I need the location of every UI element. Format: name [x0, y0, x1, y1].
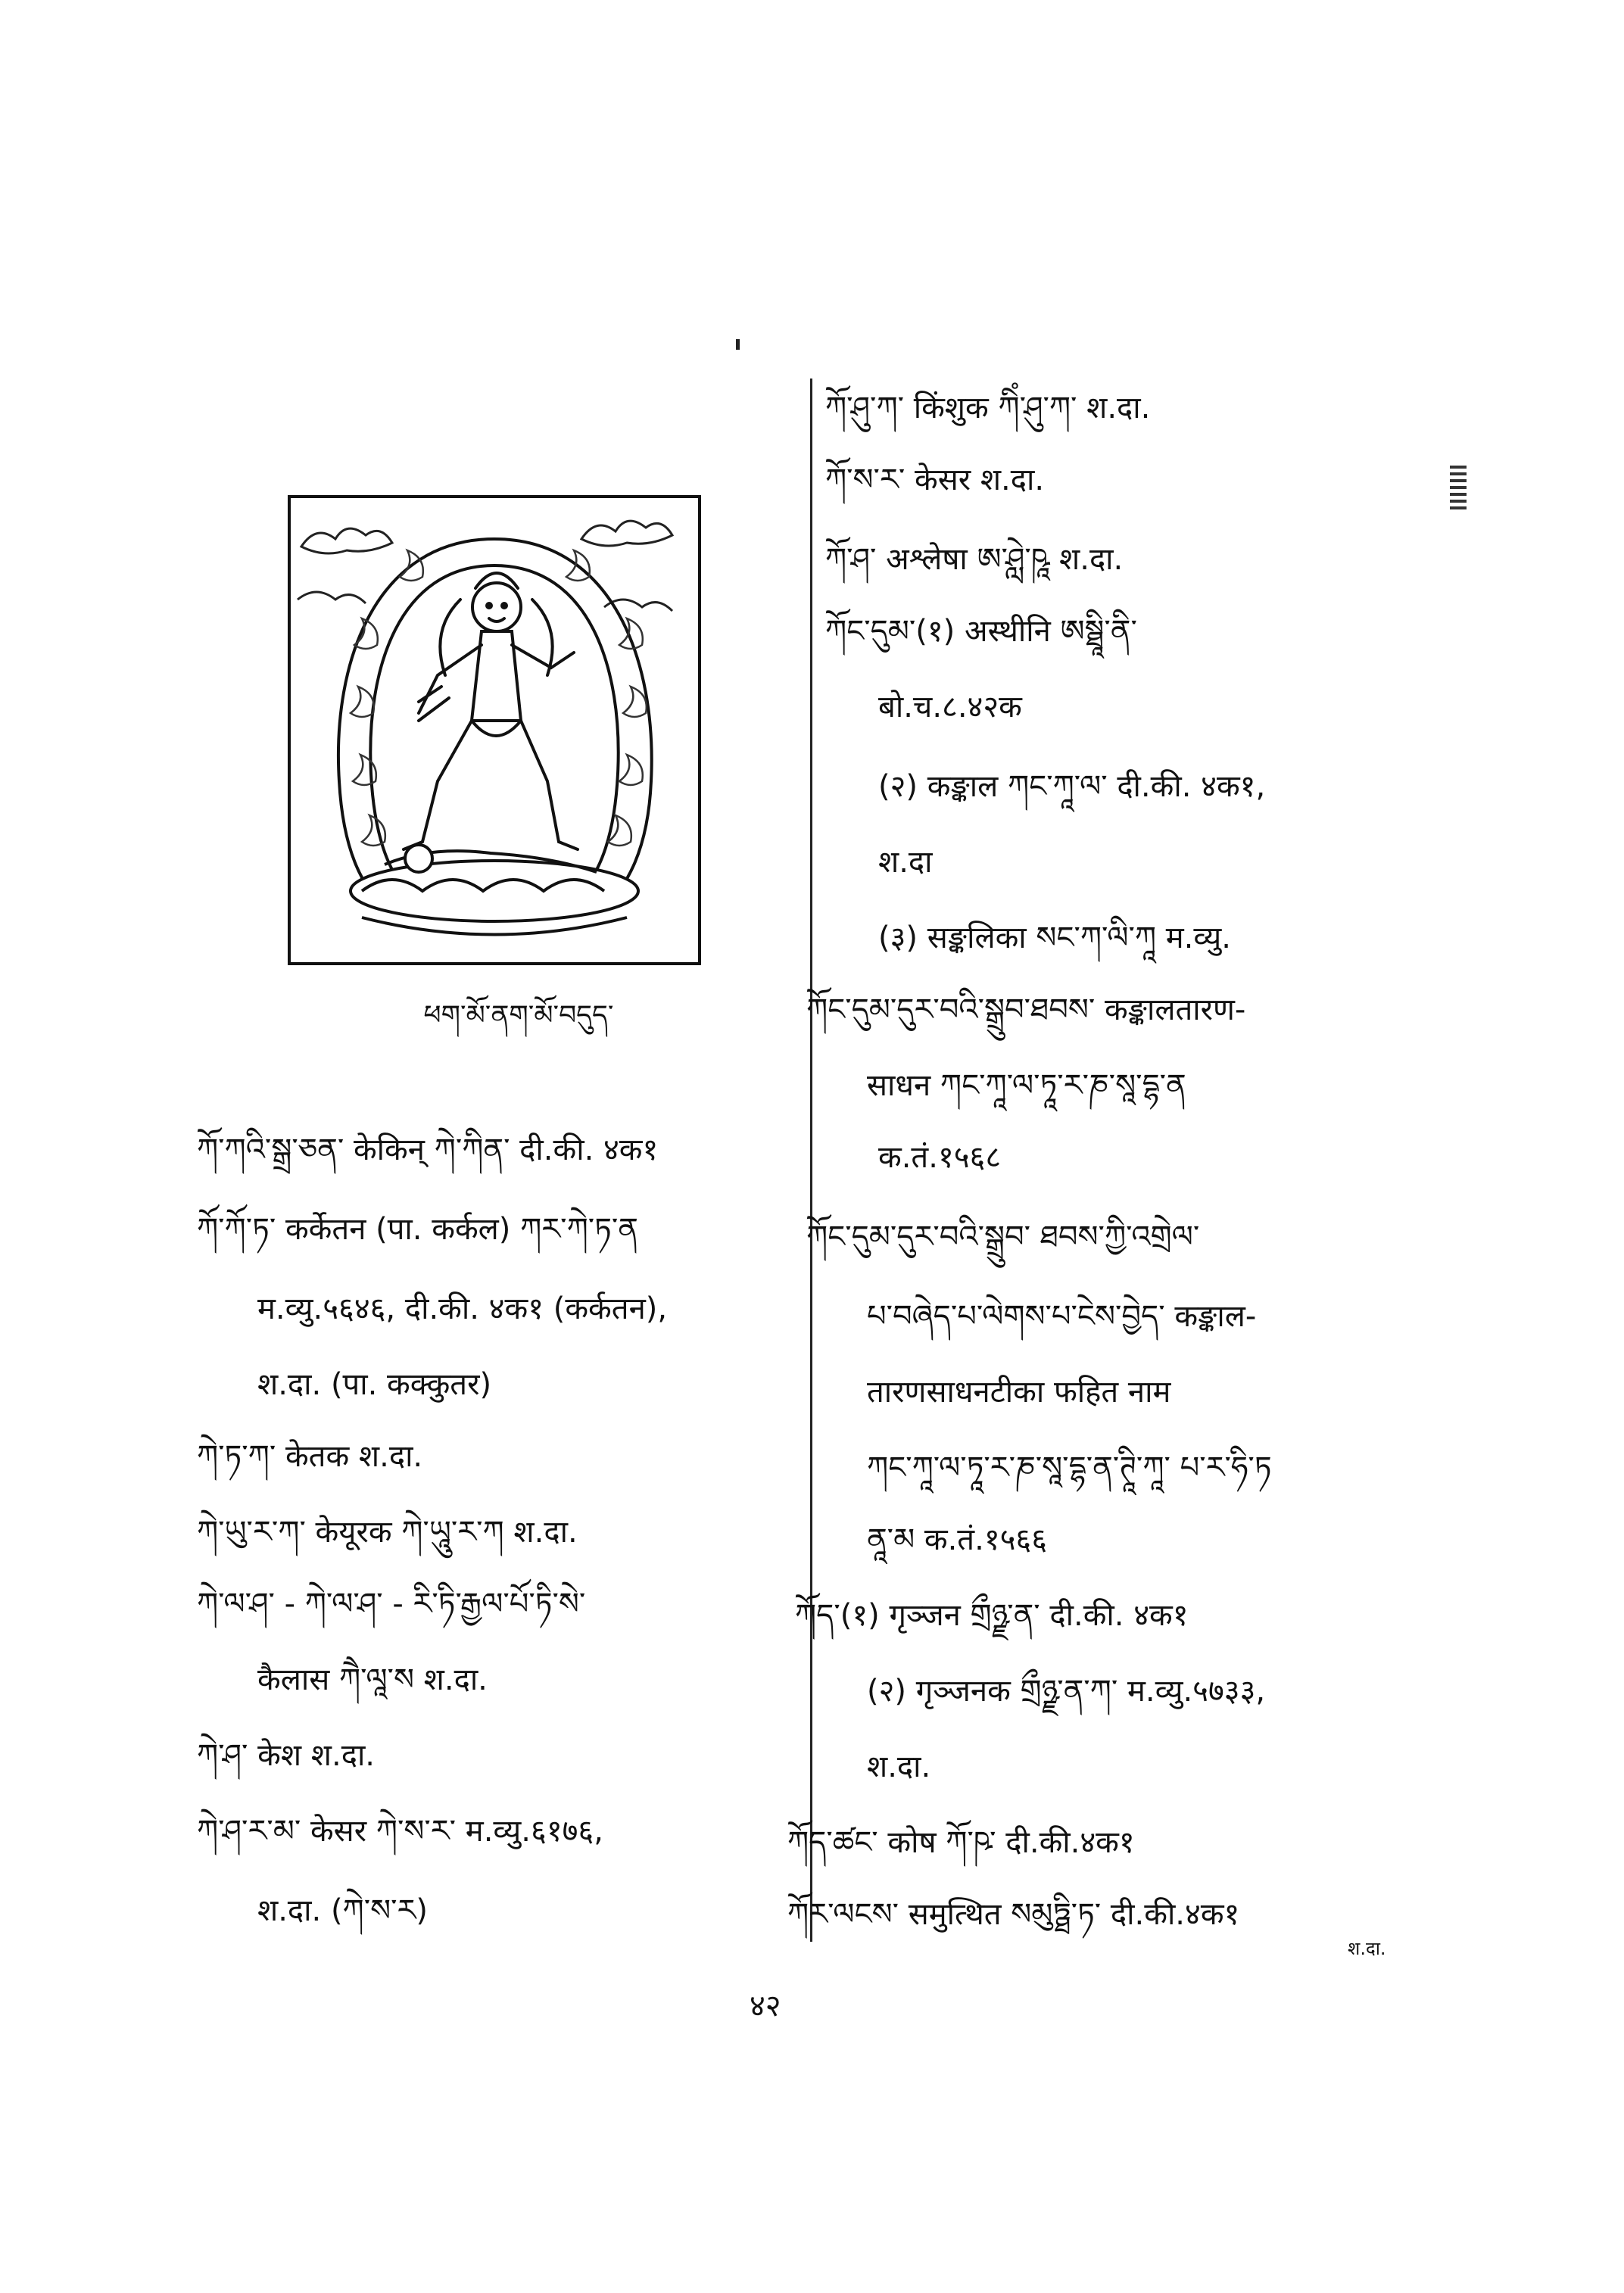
illustration-caption: ཕག་མོ་ནག་མོ་བདུད་	[423, 1000, 614, 1031]
entry-tika-title-cont: པ་བཞེད་པ་ལེགས་པ་ངེས་བྱེད་ कङ्काल-	[867, 1299, 1257, 1334]
page-number: ४२	[750, 1989, 781, 2024]
entry-tika-title: ཀོང་དུམ་དུར་བའི་སྒྲུབ་ ཐབས་ཀྱི་འགྲེལ་	[806, 1220, 1200, 1254]
entry-kesara: ཀོ་ས་ར་ केसर श.दा.	[825, 463, 1045, 497]
entry-kosha: ཀོད་ཚང་ कोष ཀོ་ཥ་ दी.की.४क१	[787, 1825, 1135, 1860]
entry-samutthita-note: श.दा.	[1348, 1938, 1386, 1959]
entry-kekin: ཀོ་ཀའི་སྒྲ་ཅན་ केकिन् ཀེ་ཀིན་ दी.की. ४क१	[197, 1132, 659, 1167]
entry-kankalatarana-sadhana: साधन ཀང་ཀཱ་ལ་ཏཱ་ར་ཎ་སཱ་དྷ་ན	[867, 1068, 1186, 1103]
entry-kailasa-tib: ཀེ་ལ་ཤ་ - ཀེ་ལ་ཤ་ - རི་ཏི་རྒྱལ་པོ་ཏི་སེ་	[197, 1587, 586, 1622]
entry-grnjana: ཀོད་(१) गृञ्जन གྲྀཉྫ་ན་ दी.की. ४क१	[795, 1598, 1189, 1633]
ink-mark	[736, 339, 740, 350]
deity-drawing	[286, 494, 703, 967]
entry-kankalatarana-ref: क.तं.१५६८	[878, 1140, 1002, 1175]
entry-samutthita: ཀོར་ལངས་ समुत्थित སམུཏྠི་ཏ་ दी.की.४क१	[787, 1897, 1240, 1932]
entry-kailasa: कैलास ཀཻ་ལཱ་ས श.दा.	[257, 1662, 488, 1697]
entry-ketaka: ཀེ་ཏ་ཀ་ केतक श.दा.	[197, 1439, 423, 1474]
entry-sankalika: (३) सङ्कलिका སང་ཀ་ལི་ཀཱ म.व्यु.	[878, 921, 1231, 955]
entry-keyuraka: ཀེ་ཡུ་ར་ཀ་ केयूरक ཀེ་ཡཱུ་ར་ཀ श.दा.	[197, 1515, 578, 1550]
entry-karketana-ref: म.व्यु.५६४६, दी.की. ४क१ (कर्कतन),	[257, 1291, 668, 1326]
entry-asthini-ref: बो.च.८.४२क	[878, 690, 1022, 724]
entry-tika-translit: ཀང་ཀཱ་ལ་ཏཱ་ར་ཎ་སཱ་དྷ་ན་ཊཱི་ཀཱ་ པ་ར་ཧི་ཏ	[867, 1450, 1272, 1485]
margin-mark	[1450, 466, 1467, 511]
deity-illustration	[286, 494, 703, 967]
entry-kankalatarana: ཀོང་དུམ་དུར་བའི་སྒྲུབ་ཐབས་ कङ्कालतारण-	[806, 992, 1246, 1027]
entry-kesara-2: ཀེ་ཤ་ར་མ་ केसर ཀེ་ས་ར་ म.व्यु.६१७६,	[197, 1814, 603, 1849]
column-divider	[810, 379, 812, 1942]
entry-kesha: ཀེ་ཤ་ केश श.दा.	[197, 1738, 376, 1773]
entry-karketana: ཀོ་ཀོ་ཏ་ कर्केतन (पा. कर्कल) ཀར་ཀེ་ཏ་ན	[197, 1212, 638, 1247]
entry-kankala: (२) कङ्काल ཀང་ཀཱ་ལ་ दी.की. ४क१,	[878, 769, 1266, 804]
entry-asthini: ཀོང་དུམ་(१) अस्थीनि ཨསྠཱི་ནི་	[825, 614, 1137, 649]
entry-ashlesha: ཀོ་ཤ་ अश्लेषा ཨ་ཤླེ་ཥཱ श.दा.	[825, 542, 1124, 577]
entry-kankala-ref: श.दा	[878, 845, 933, 880]
entry-tika-sanskrit: तारणसाधनटीका फहित नाम	[867, 1375, 1171, 1410]
entry-kimshuka: ཀོ་ཤུ་ཀ་ किंशुक ཀིཾ་ཤུ་ཀ་ श.दा.	[825, 391, 1151, 425]
entry-grnjanaka: (२) गृञ्जनक གྲྀཉྫ་ན་ཀ་ म.व्यु.५७३३,	[867, 1674, 1266, 1709]
entry-grnjanaka-ref: श.दा.	[867, 1749, 931, 1784]
entry-karketana-ref2: श.दा. (पा. कक्कुतर)	[257, 1367, 492, 1402]
entry-tika-ref: ནཱ་མ क.तं.१५६६	[867, 1522, 1048, 1557]
entry-kesara-2-ref: श.दा. (ཀེ་ས་ར)	[257, 1893, 429, 1928]
